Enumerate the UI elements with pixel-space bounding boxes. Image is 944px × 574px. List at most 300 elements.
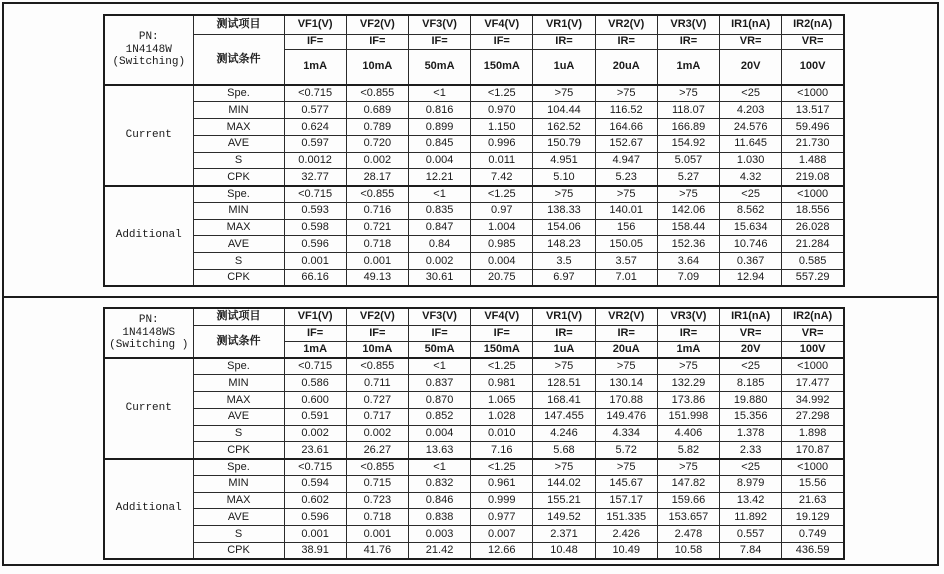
stat-value: 10.746: [720, 236, 782, 253]
stat-value: <1000: [782, 459, 844, 476]
stat-value: 4.334: [595, 425, 657, 442]
stat-row-label: MAX: [193, 219, 284, 236]
part-number-cell: [104, 308, 193, 358]
stat-row-label: MAX: [193, 492, 284, 509]
stat-value: 173.86: [657, 392, 719, 409]
stat-value: 0.001: [284, 253, 346, 270]
stat-value: 1.488: [782, 152, 844, 169]
stat-value: >75: [595, 358, 657, 375]
stat-value: <0.715: [284, 459, 346, 476]
stat-value: 132.29: [657, 375, 719, 392]
stat-value: >75: [595, 459, 657, 476]
stat-value: 0.832: [408, 475, 470, 492]
stat-value: 436.59: [782, 542, 844, 559]
stat-value: 164.66: [595, 119, 657, 136]
stat-value: 4.32: [720, 169, 782, 186]
stat-value: 2.371: [533, 526, 595, 543]
stat-value: 0.557: [720, 526, 782, 543]
stat-value: <1: [408, 358, 470, 375]
stat-value: 11.645: [720, 135, 782, 152]
stat-value: 1.065: [471, 392, 533, 409]
condition-name: IF=: [408, 325, 470, 341]
stat-value: >75: [657, 459, 719, 476]
stat-value: <0.855: [346, 85, 408, 102]
stat-value: 26.27: [346, 442, 408, 459]
stat-value: 21.730: [782, 135, 844, 152]
stat-value: 38.91: [284, 542, 346, 559]
stat-value: 168.41: [533, 392, 595, 409]
stat-value: <1000: [782, 85, 844, 102]
column-header: VF2(V): [346, 15, 408, 34]
stat-value: 0.598: [284, 219, 346, 236]
stat-value: 0.84: [408, 236, 470, 253]
stat-value: 4.406: [657, 425, 719, 442]
condition-value: 100V: [782, 341, 844, 358]
stat-value: 1.028: [471, 408, 533, 425]
stat-value: 0.985: [471, 236, 533, 253]
column-header: VF2(V): [346, 308, 408, 325]
stat-value: 0.600: [284, 392, 346, 409]
stat-value: 0.846: [408, 492, 470, 509]
stat-value: 0.596: [284, 509, 346, 526]
stat-value: 49.13: [346, 269, 408, 286]
table-1n4148w: [103, 14, 845, 287]
stat-value: 149.476: [595, 408, 657, 425]
stat-value: 0.001: [346, 253, 408, 270]
stat-value: 59.496: [782, 119, 844, 136]
stat-value: 4.246: [533, 425, 595, 442]
stat-value: <1: [408, 186, 470, 203]
stat-value: 138.33: [533, 202, 595, 219]
stat-value: 0.003: [408, 526, 470, 543]
column-header: VR2(V): [595, 15, 657, 34]
stat-value: 0.004: [471, 253, 533, 270]
stat-value: 0.715: [346, 475, 408, 492]
stat-value: 1.378: [720, 425, 782, 442]
stat-value: >75: [657, 85, 719, 102]
stat-value: 155.21: [533, 492, 595, 509]
test-condition-header: 测试条件: [193, 325, 284, 358]
condition-name: IF=: [346, 34, 408, 49]
stat-value: 4.947: [595, 152, 657, 169]
stat-value: 15.56: [782, 475, 844, 492]
part-number-line2: 1N4148WS: [122, 326, 176, 339]
stat-value: 159.66: [657, 492, 719, 509]
column-header: VF3(V): [408, 15, 470, 34]
stat-value: 150.05: [595, 236, 657, 253]
group-name: Current: [104, 358, 193, 459]
table-1n4148ws: [103, 307, 845, 560]
condition-value: 1mA: [657, 49, 719, 85]
stat-value: 5.82: [657, 442, 719, 459]
stat-value: 157.17: [595, 492, 657, 509]
test-condition-header: 测试条件: [193, 34, 284, 85]
stat-row-label: Spe.: [193, 186, 284, 203]
column-header: VF1(V): [284, 15, 346, 34]
stat-value: 5.68: [533, 442, 595, 459]
stat-value: <0.855: [346, 186, 408, 203]
stat-value: >75: [533, 358, 595, 375]
stat-value: <1.25: [471, 85, 533, 102]
stat-value: 0.977: [471, 509, 533, 526]
column-header: VF1(V): [284, 308, 346, 325]
stat-value: 28.17: [346, 169, 408, 186]
stat-value: 0.585: [782, 253, 844, 270]
stat-value: 219.08: [782, 169, 844, 186]
stat-value: <25: [720, 85, 782, 102]
stat-value: 145.67: [595, 475, 657, 492]
stat-value: <0.855: [346, 358, 408, 375]
stat-value: <1.25: [471, 358, 533, 375]
stat-value: 8.979: [720, 475, 782, 492]
stat-value: <0.715: [284, 358, 346, 375]
stat-row-label: AVE: [193, 135, 284, 152]
stat-value: 0.004: [408, 152, 470, 169]
stat-value: 118.07: [657, 102, 719, 119]
condition-name: IF=: [284, 34, 346, 49]
stat-value: 116.52: [595, 102, 657, 119]
stat-value: 0.002: [408, 253, 470, 270]
part-number-line1: PN:: [138, 314, 159, 327]
stat-row-label: CPK: [193, 169, 284, 186]
stat-value: 3.57: [595, 253, 657, 270]
column-header: VR2(V): [595, 308, 657, 325]
stat-row-label: MAX: [193, 392, 284, 409]
stat-value: >75: [533, 85, 595, 102]
stat-value: 4.951: [533, 152, 595, 169]
stat-value: 0.816: [408, 102, 470, 119]
stat-value: 10.49: [595, 542, 657, 559]
stat-value: 7.42: [471, 169, 533, 186]
stat-value: 0.586: [284, 375, 346, 392]
stat-value: 6.97: [533, 269, 595, 286]
stat-value: 0.845: [408, 135, 470, 152]
condition-name: VR=: [782, 34, 844, 49]
condition-name: IR=: [595, 34, 657, 49]
stat-row-label: S: [193, 152, 284, 169]
stat-value: 170.88: [595, 392, 657, 409]
stat-value: 7.09: [657, 269, 719, 286]
stat-row-label: CPK: [193, 269, 284, 286]
condition-value: 10mA: [346, 49, 408, 85]
stat-value: >75: [657, 186, 719, 203]
stat-value: 7.01: [595, 269, 657, 286]
stat-row-label: AVE: [193, 236, 284, 253]
condition-value: 20V: [720, 341, 782, 358]
stat-value: 32.77: [284, 169, 346, 186]
stat-value: 152.67: [595, 135, 657, 152]
stat-row-label: MIN: [193, 202, 284, 219]
stat-value: 0.723: [346, 492, 408, 509]
stat-value: 5.72: [595, 442, 657, 459]
condition-value: 1uA: [533, 49, 595, 85]
stat-value: 149.52: [533, 509, 595, 526]
part-number-line3: (Switching): [112, 56, 186, 69]
stat-row-label: S: [193, 253, 284, 270]
stat-row-label: S: [193, 425, 284, 442]
stat-value: 104.44: [533, 102, 595, 119]
stat-value: 166.89: [657, 119, 719, 136]
part-number-line1: PN:: [138, 31, 159, 44]
stat-value: 12.66: [471, 542, 533, 559]
stat-value: <1: [408, 85, 470, 102]
stat-value: <0.715: [284, 85, 346, 102]
stat-value: 4.203: [720, 102, 782, 119]
condition-value: 1mA: [284, 49, 346, 85]
stat-value: 0.721: [346, 219, 408, 236]
stat-value: 13.63: [408, 442, 470, 459]
stat-row-label: Spe.: [193, 85, 284, 102]
stat-value: 0.718: [346, 236, 408, 253]
stat-value: 3.5: [533, 253, 595, 270]
stat-value: 21.42: [408, 542, 470, 559]
stat-value: 0.718: [346, 509, 408, 526]
stat-row-label: MIN: [193, 375, 284, 392]
group-name: Additional: [104, 186, 193, 287]
stat-value: <25: [720, 358, 782, 375]
stat-value: 18.556: [782, 202, 844, 219]
stat-value: 0.716: [346, 202, 408, 219]
stat-row-label: AVE: [193, 408, 284, 425]
condition-value: 1mA: [657, 341, 719, 358]
condition-value: 150mA: [471, 49, 533, 85]
condition-value: 20uA: [595, 49, 657, 85]
stat-row-label: Spe.: [193, 358, 284, 375]
stat-value: 15.356: [720, 408, 782, 425]
column-header: IR2(nA): [782, 15, 844, 34]
stat-value: 0.577: [284, 102, 346, 119]
column-header: VR1(V): [533, 15, 595, 34]
stat-value: 0.594: [284, 475, 346, 492]
condition-name: IF=: [284, 325, 346, 341]
stat-value: 158.44: [657, 219, 719, 236]
stat-value: 0.835: [408, 202, 470, 219]
stat-value: 154.06: [533, 219, 595, 236]
stat-value: 152.36: [657, 236, 719, 253]
stat-value: 0.749: [782, 526, 844, 543]
stat-value: 10.58: [657, 542, 719, 559]
stat-value: 1.898: [782, 425, 844, 442]
stat-value: 153.657: [657, 509, 719, 526]
stat-value: 128.51: [533, 375, 595, 392]
stat-value: >75: [595, 85, 657, 102]
group-name: Current: [104, 85, 193, 186]
stat-value: 3.64: [657, 253, 719, 270]
stat-value: 12.94: [720, 269, 782, 286]
stat-value: 0.970: [471, 102, 533, 119]
stat-row-label: CPK: [193, 542, 284, 559]
condition-value: 20V: [720, 49, 782, 85]
stat-value: 11.892: [720, 509, 782, 526]
stat-value: <1.25: [471, 186, 533, 203]
condition-value: 1mA: [284, 341, 346, 358]
stat-value: <0.715: [284, 186, 346, 203]
stat-value: 0.899: [408, 119, 470, 136]
stat-value: 30.61: [408, 269, 470, 286]
column-header: VR3(V): [657, 308, 719, 325]
part-number-cell: [104, 15, 193, 85]
condition-value: 50mA: [408, 49, 470, 85]
stat-value: 27.298: [782, 408, 844, 425]
stat-value: 140.01: [595, 202, 657, 219]
condition-name: IF=: [408, 34, 470, 49]
stat-value: 0.002: [284, 425, 346, 442]
condition-value: 10mA: [346, 341, 408, 358]
stat-value: 557.29: [782, 269, 844, 286]
stat-value: 5.23: [595, 169, 657, 186]
stat-value: 0.717: [346, 408, 408, 425]
stat-value: 0.001: [346, 526, 408, 543]
stat-value: 0.002: [346, 425, 408, 442]
stat-value: 0.999: [471, 492, 533, 509]
stat-value: <25: [720, 186, 782, 203]
stat-value: 19.129: [782, 509, 844, 526]
condition-value: 50mA: [408, 341, 470, 358]
stat-row-label: MAX: [193, 119, 284, 136]
condition-name: IR=: [657, 34, 719, 49]
stat-value: 10.48: [533, 542, 595, 559]
stat-value: 151.335: [595, 509, 657, 526]
stat-value: >75: [657, 358, 719, 375]
stat-value: 150.79: [533, 135, 595, 152]
stat-value: 170.87: [782, 442, 844, 459]
stat-value: 151.998: [657, 408, 719, 425]
stat-value: <1: [408, 459, 470, 476]
stat-value: 0.591: [284, 408, 346, 425]
stat-value: <1000: [782, 358, 844, 375]
stat-value: 0.981: [471, 375, 533, 392]
stat-value: 21.63: [782, 492, 844, 509]
group-name: Additional: [104, 459, 193, 560]
stat-row-label: S: [193, 526, 284, 543]
stat-value: 0.0012: [284, 152, 346, 169]
stat-value: 0.624: [284, 119, 346, 136]
column-header: VR1(V): [533, 308, 595, 325]
stat-value: 8.185: [720, 375, 782, 392]
stat-row-label: CPK: [193, 442, 284, 459]
stat-value: 0.010: [471, 425, 533, 442]
stat-value: 21.284: [782, 236, 844, 253]
stat-value: <25: [720, 459, 782, 476]
stat-value: 20.75: [471, 269, 533, 286]
condition-name: VR=: [720, 325, 782, 341]
stat-value: 0.367: [720, 253, 782, 270]
stat-value: 130.14: [595, 375, 657, 392]
stat-value: 41.76: [346, 542, 408, 559]
condition-name: IF=: [346, 325, 408, 341]
stat-value: 0.597: [284, 135, 346, 152]
stat-value: 147.455: [533, 408, 595, 425]
stat-value: 13.517: [782, 102, 844, 119]
stat-row-label: AVE: [193, 509, 284, 526]
stat-value: 156: [595, 219, 657, 236]
stat-value: 0.011: [471, 152, 533, 169]
stat-value: 0.97: [471, 202, 533, 219]
column-header: IR2(nA): [782, 308, 844, 325]
stat-value: 66.16: [284, 269, 346, 286]
column-header: VF3(V): [408, 308, 470, 325]
stat-value: >75: [533, 459, 595, 476]
stat-value: 0.004: [408, 425, 470, 442]
stat-value: 17.477: [782, 375, 844, 392]
test-item-header: 测试项目: [193, 15, 284, 34]
stat-value: 2.478: [657, 526, 719, 543]
column-header: VF4(V): [471, 15, 533, 34]
stat-value: >75: [595, 186, 657, 203]
stat-value: 0.002: [346, 152, 408, 169]
stat-value: 0.593: [284, 202, 346, 219]
stat-value: 23.61: [284, 442, 346, 459]
stat-value: 12.21: [408, 169, 470, 186]
stat-value: 0.870: [408, 392, 470, 409]
stat-value: 2.33: [720, 442, 782, 459]
column-header: IR1(nA): [720, 15, 782, 34]
column-header: IR1(nA): [720, 308, 782, 325]
stat-value: <0.855: [346, 459, 408, 476]
column-header: VR3(V): [657, 15, 719, 34]
stat-value: 5.27: [657, 169, 719, 186]
spec-table: [103, 307, 845, 560]
stat-value: 24.576: [720, 119, 782, 136]
condition-name: IR=: [595, 325, 657, 341]
stat-value: 1.150: [471, 119, 533, 136]
stat-value: 0.852: [408, 408, 470, 425]
stat-value: 8.562: [720, 202, 782, 219]
stat-value: 2.426: [595, 526, 657, 543]
condition-value: 150mA: [471, 341, 533, 358]
stat-value: 1.004: [471, 219, 533, 236]
spec-table: [103, 14, 845, 287]
stat-value: 0.789: [346, 119, 408, 136]
condition-name: VR=: [782, 325, 844, 341]
stat-value: 142.06: [657, 202, 719, 219]
stat-value: 0.838: [408, 509, 470, 526]
stat-value: 162.52: [533, 119, 595, 136]
condition-name: IR=: [657, 325, 719, 341]
stat-value: 0.996: [471, 135, 533, 152]
stat-value: 0.007: [471, 526, 533, 543]
stat-value: 144.02: [533, 475, 595, 492]
condition-value: 100V: [782, 49, 844, 85]
stat-value: 19.880: [720, 392, 782, 409]
stat-value: 7.84: [720, 542, 782, 559]
part-number-line2: 1N4148W: [125, 43, 172, 56]
stat-value: <1.25: [471, 459, 533, 476]
test-item-header: 测试项目: [193, 308, 284, 325]
stat-value: 0.961: [471, 475, 533, 492]
condition-name: IR=: [533, 34, 595, 49]
stat-value: <1000: [782, 186, 844, 203]
condition-name: IF=: [471, 325, 533, 341]
stat-row-label: Spe.: [193, 459, 284, 476]
column-header: VF4(V): [471, 308, 533, 325]
stat-row-label: MIN: [193, 475, 284, 492]
stat-value: 0.602: [284, 492, 346, 509]
stat-value: 7.16: [471, 442, 533, 459]
stat-value: 0.720: [346, 135, 408, 152]
stat-value: 154.92: [657, 135, 719, 152]
stat-value: 0.837: [408, 375, 470, 392]
stat-value: 5.057: [657, 152, 719, 169]
stat-value: 0.689: [346, 102, 408, 119]
stat-value: 13.42: [720, 492, 782, 509]
stat-value: 0.001: [284, 526, 346, 543]
stat-value: 147.82: [657, 475, 719, 492]
stat-value: >75: [533, 186, 595, 203]
stat-value: 5.10: [533, 169, 595, 186]
condition-value: 1uA: [533, 341, 595, 358]
section-divider: [2, 296, 939, 298]
